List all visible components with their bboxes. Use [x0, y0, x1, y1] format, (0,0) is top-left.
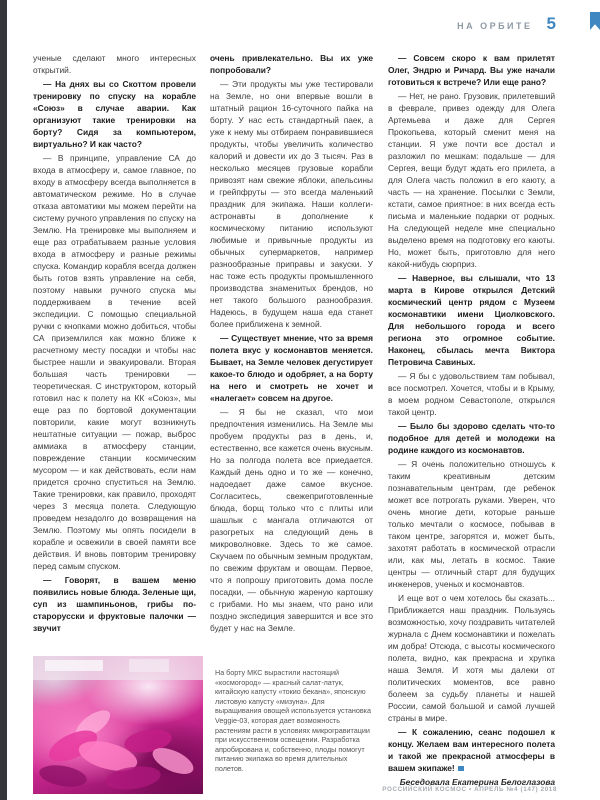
paragraph: ученые сделают много интересных открытий.	[33, 53, 196, 75]
answer-paragraph: И еще вот о чем хотелось бы сказать... Приближается наш праздник. Пользуясь возможностью, хочу поздравить читателей журнала с Днем космонавтики и пожелать им добра! Отсюда, с высоты космического полета, видно, как прекрасна и хрупка наша Земля. И хотя мы далеки от политических моментов, все равно болеем за судьбу планеты и нашей России, самой большой и самой лучшей страны в мире.	[388, 593, 555, 723]
answer-paragraph: — В принципе, управление СА до входа в атмосферу и, самое главное, по входу в атмосферу всегда выполняется в автоматическом режиме. Но в случае отказа автоматики мы можем перейти на систему ручного управления по спуску на Землю. На тренировке мы выполняем и еще раз отрабатываем разные условия входа в атмосферу и разные режимы спуска. Командир корабля всегда должен быть готов взять управление на себя, поэтому навыки ручного спуска мы поддерживаем в течение всей экспедиции. С помощью специальной ручки с кнопками можно добиться, чтобы СА приземлился как можно ближе к расчетному месту посадки и чтобы нас быстрее нашли и эвакуировали. Вторая большая часть тренировки — теоретическая. С инструктором, который готовил нас к полету на КК «Союз», мы еще раз по бортовой документации повторили, какие могут возникнуть нештатные ситуации — пожар, выброс аммиака в атмосферу станции, повреждение станции космическим мусором — и как действовать, если нам придется срочно спуститься на Землю. Такие тренировки, как правило, проходят через 3 месяца полета. Следующую проведем незадолго до возвращения на Землю. Поэтому мы опять посидели в корабле и освежили в своей памяти все действия. И вновь повторим тренировку перед самым спуском.	[33, 153, 196, 571]
question-paragraph: — Было бы здорово сделать что-то подобное для детей и молодежи на родине каждого из космонавтов.	[388, 421, 555, 455]
question-paragraph: очень привлекательно. Вы их уже попробовали?	[210, 53, 373, 75]
text-column-2	[210, 52, 373, 652]
text-column-3	[388, 52, 555, 788]
answer-paragraph: — Нет, не рано. Грузовик, прилетевший в феврале, привез одежду для Олега Артемьева и даже для Сергея Прокопьева, который сменит меня на станции. Я уже почти все достал и разложил по мешкам: подальше — для Сергея, вещи будут ждать его прилета, а для Олега часть положил в его каюту, а часть — на хранение. Посылки с Земли, кстати, самое приятное: в них всегда есть письма и маленькие подарки от родных. На следующей неделе мне специально выделено время на подготовку его каюты. Но, может быть, приготовлю для него какой-нибудь сюрприз.	[388, 91, 555, 269]
page-number: 5	[546, 14, 556, 33]
page-header	[457, 14, 556, 34]
answer-paragraph: — Я бы с удовольствием там побывал, все посмотрел. Хочется, чтобы и в Крыму, в моем родном Севастополе, открылся такой центр.	[388, 371, 555, 417]
section-title: НА ОРБИТЕ	[457, 21, 533, 31]
question-paragraph: — Существует мнение, что за время полета вкус у космонавтов меняется. Бывает, на Земле человек дегустирует какое-то блюдо и одобряет, а на борту на него и смотреть не хочет и «налегает» совсем на другое.	[210, 333, 373, 403]
interviewer-signature: Беседовала Екатерина Белоглазова	[399, 777, 555, 787]
footer-journal-line: РОССИЙСКИЙ КОСМОС • АПРЕЛЬ №4 (147) 2018	[382, 786, 557, 793]
answer-paragraph: — Я очень положительно отношусь к таким креативным детским познавательным центрам, где ребенок может все потрогать руками. Уверен, что очень многие дети, которые раньше только мечтали о космосе, побывав в таком центре, загорятся и, может быть, захотят работать в космической отрасли или, как мы, летать в космос. Такие центры — отличный старт для будущих инженеров, ученых и космонавтов.	[388, 459, 555, 589]
question-paragraph: — Совсем скоро к вам прилетят Олег, Эндрю и Ричард. Вы уже начали готовиться к встрече? Или еще рано?	[388, 53, 555, 87]
page-footer	[382, 786, 557, 793]
question-paragraph: — На днях вы со Скоттом провели тренировку по спуску на корабле «Союз» в случае аварии. Как организуют такие тренировки на борту? Сидя за компьютером, виртуально? И как часто?	[33, 79, 196, 149]
answer-paragraph: — Я бы не сказал, что мои предпочтения изменились. На Земле мы пробуем продукты раз в день, и, естественно, все кажется очень вкусным. Но за полгода полета все приедается. Каждый день одно и то же — конечно, надоедает даже самое вкусное. Согласитесь, свежеприготовленные блюда, борщ только что с плиты или шашлык с мангала отличаются от разогретых на следующий день в микроволновке. Здесь то же самое. Скучаем по обычным земным продуктам, по свежим фруктам и овощам. Первое, что я попрошу приготовить дома после посадки, — обычную жареную картошку с грибами. Но мы знаем, что рано или поздно экспедиция завершится и все это будет у нас на Земле.	[210, 407, 373, 633]
bookmark-icon	[590, 12, 600, 30]
end-of-article-icon	[458, 766, 464, 771]
question-paragraph: — Наверное, вы слышали, что 13 марта в Кирове открылся Детский космический центр рядом с Музеем космонавтики имени Циолковского. Для небольшого города и всего региона это огромное событие. Наконец, сбылась мечта Виктора Петровича Савиных.	[388, 273, 555, 367]
text-column-1	[33, 52, 196, 652]
greenhouse-plants-illustration	[33, 656, 203, 794]
photo-caption: На борту МКС вырастили настоящий «космогород» — красный салат-латук, китайскую капусту «токио бекана», японскую листовую капусту «мизуна». Для выращивания овощей используется установка Veggie-03, которая дает возможность растениям расти в условиях микрогравитации при искусственном освещении. Разработка апробирована и, собственно, плоды помогут питанию экипажа во время длительных полетов.	[215, 668, 371, 773]
answer-paragraph: — Эти продукты мы уже тестировали на Земле, но они впервые вошли в штатный рацион 16-суточного пайка на борту. У нас есть стандартный паек, а уже к нему мы отбираем понравившиеся продукты, чтобы увеличить количество калорий и довести их до 3 тысяч. Раз в несколько месяцев грузовые корабли привозят нам свежие яблоки, апельсины и грейпфруты — это всегда маленький праздник для экипажа. Наши коллеги-астронавты в дополнение к космическому питанию используют любимые и привычные продукты из обычных супермаркетов, например разнообразные приправы и закуски. У нас тоже есть продукты промышленного производства знаменитых брендов, но нет такого большого разнообразия. Надеюсь, в будущем наша еда станет более приближена к земной.	[210, 79, 373, 329]
page-edge-strip	[0, 0, 7, 800]
closing-question-paragraph	[388, 726, 555, 774]
question-paragraph: — Говорят, в вашем меню появились новые блюда. Зеленые щи, суп из шампиньонов, грибы по-старорусски и фруктовые палочки — звучит	[33, 575, 196, 633]
closing-text: — К сожалению, сеанс подошел к концу. Желаем вам интересного полета и такой же прекрасной атмосферы в вашем экипаже!	[388, 727, 555, 773]
iss-greenhouse-photo	[33, 656, 203, 794]
